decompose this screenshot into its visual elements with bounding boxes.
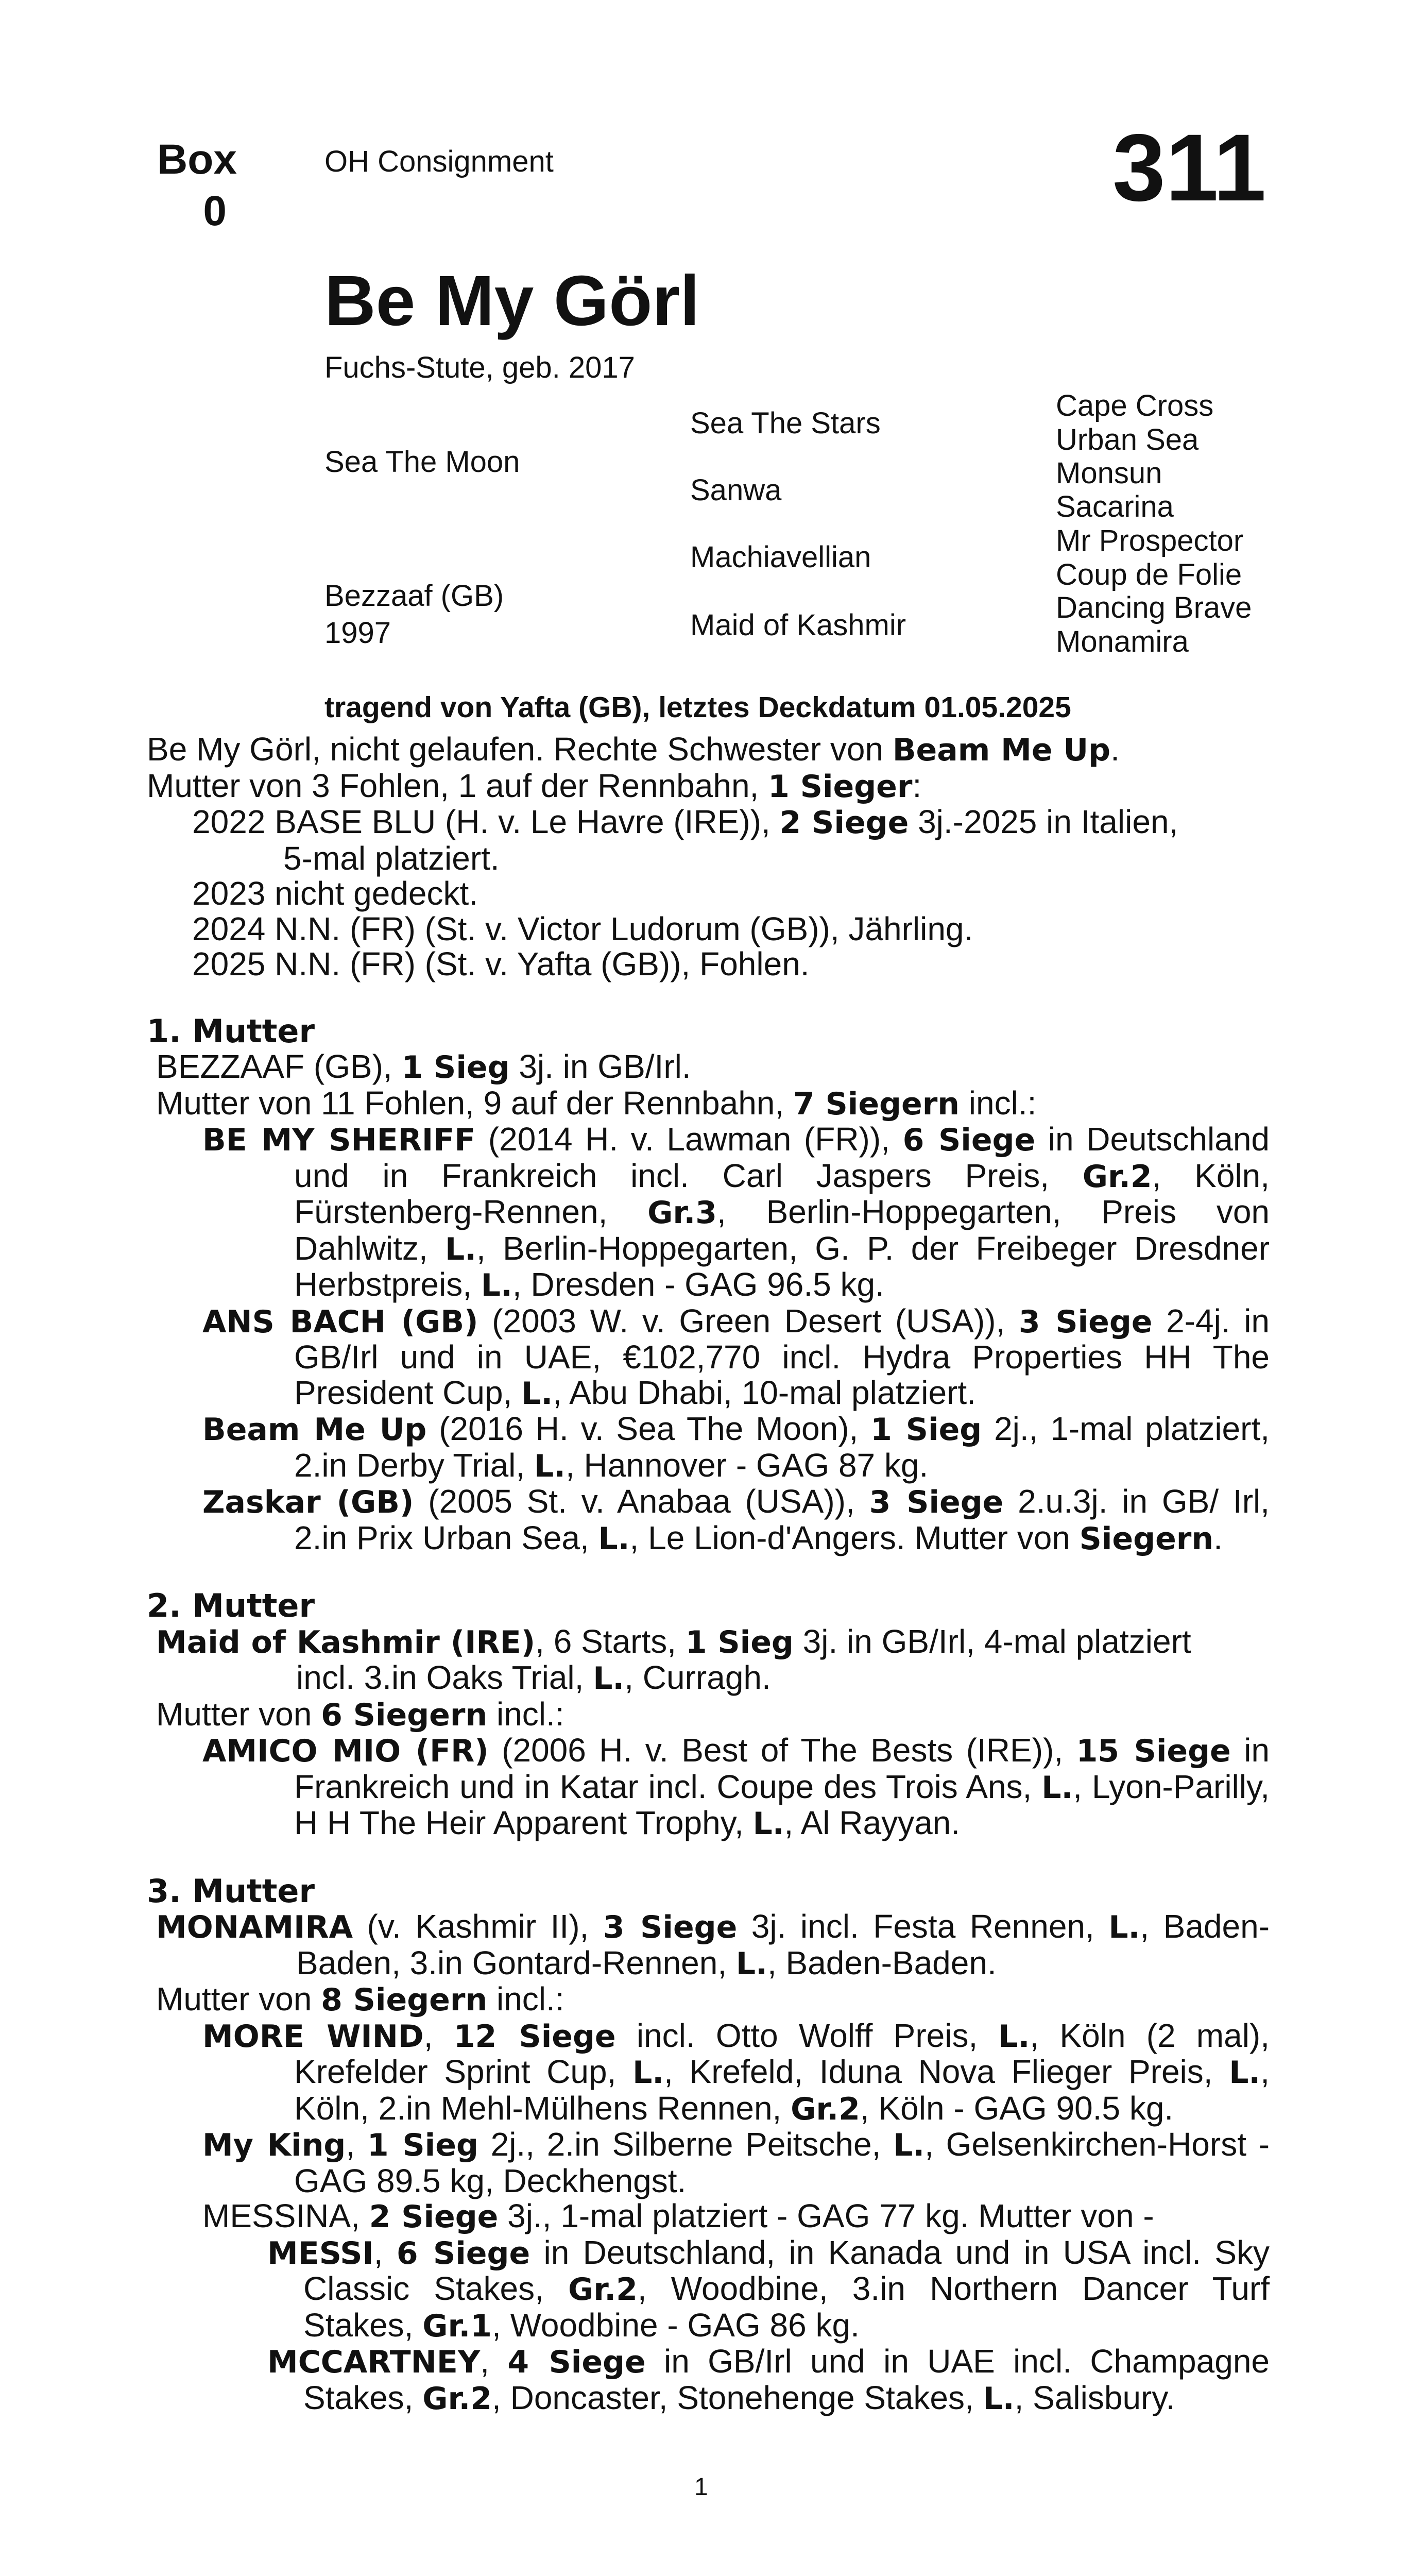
pedigree-g3-2: Urban Sea [1056, 423, 1199, 456]
pedigree-g3-1: Cape Cross [1056, 389, 1214, 422]
pedigree-g3-3: Monsun [1056, 456, 1162, 490]
horse-description: Fuchs-Stute, geb. 2017 [324, 351, 635, 384]
pedigree-g3-6: Coup de Folie [1056, 558, 1242, 591]
pedigree-g3-7: Dancing Brave [1056, 591, 1252, 624]
dam1-runner-ans-bach: ANS BACH (GB) (2003 W. v. Green Desert (USA)), 3 Siege 2-4j. in GB/Irl und in UAE, €102,770 incl. Hydra Properties HH The President Cup, L., Abu Dhabi, 10-mal platziert. [202, 1302, 1270, 1412]
produce-2022: 2022 BASE BLU (H. v. Le Havre (IRE)), 2 Siege 3j.-2025 in Italien, [192, 803, 1178, 841]
produce-2022-cont: 5-mal platziert. [283, 839, 500, 877]
dam3-heading: 3. Mutter [147, 1872, 315, 1910]
pedigree-g3-8: Monamira [1056, 625, 1189, 658]
dam2-heading: 2. Mutter [147, 1587, 315, 1624]
pedigree-dam-dam: Maid of Kashmir [690, 608, 906, 642]
dam2-line-1: Maid of Kashmir (IRE), 6 Starts, 1 Sieg 3j. in GB/Irl, 4-mal platziert [156, 1622, 1191, 1660]
horse-name: Be My Görl [324, 261, 700, 341]
pedigree-g3-4: Sacarina [1056, 490, 1174, 523]
dam3-runner-my-king: My King, 1 Sieg 2j., 2.in Silberne Peitsche, L., Gelsenkirchen-Horst - GAG 89.5 kg, Deckhengst. [202, 2126, 1270, 2199]
dam3-line-2: Mutter von 8 Siegern incl.: [156, 1980, 564, 2018]
dam1-runner-be-my-sheriff: BE MY SHERIFF (2014 H. v. Lawman (FR)), 6 Siege in Deutschland und in Frankreich incl. Carl Jaspers Preis, Gr.2, Köln, Fürstenberg-Rennen, Gr.3, Berlin-Hoppegarten, Preis von Dahlwitz, L., Berlin-Hoppegarten, G. P. der Freibeger Dresdner Herbstpreis, L., Dresden - GAG 96.5 kg. [202, 1121, 1270, 1303]
dam2-line-2: Mutter von 6 Siegern incl.: [156, 1695, 564, 1733]
dam4-runner-mccartney: MCCARTNEY, 4 Siege in GB/Irl und in UAE incl. Champagne Stakes, Gr.2, Doncaster, Stonehenge Stakes, L., Salisbury. [267, 2343, 1270, 2417]
dam3-runner-messina: MESSINA, 2 Siege 3j., 1-mal platziert - GAG 77 kg. Mutter von - [202, 2197, 1154, 2235]
dam1-runner-zaskar: Zaskar (GB) (2005 St. v. Anabaa (USA)), 3 Siege 2.u.3j. in GB/ Irl, 2.in Prix Urban Sea, L., Le Lion-d'Angers. Mutter von Siegern. [202, 1483, 1270, 1557]
consignor: OH Consignment [324, 145, 554, 178]
pedigree-dam-sire: Machiavellian [690, 540, 871, 574]
catalogue-body [147, 732, 1270, 2416]
intro-line-2: Mutter von 3 Fohlen, 1 auf der Rennbahn, 1 Sieger: [147, 767, 922, 805]
dam2-runner-amico-mio: AMICO MIO (FR) (2006 H. v. Best of The Bests (IRE)), 15 Siege in Frankreich und in Katar incl. Coupe des Trois Ans, L., Lyon-Parilly, H H The Heir Apparent Trophy, L., Al Rayyan. [202, 1732, 1270, 1842]
box-label-text: Box [157, 136, 237, 183]
dam4-runner-messi: MESSI, 6 Siege in Deutschland, in Kanada und in USA incl. Sky Classic Stakes, Gr.2, Woodbine, 3.in Northern Dancer Turf Stakes, Gr.1, Woodbine - GAG 86 kg. [267, 2233, 1270, 2344]
box-number: 0 [203, 188, 227, 234]
produce-2023: 2023 nicht gedeckt. [192, 875, 478, 912]
dam3-runner-more-wind: MORE WIND, 12 Siege incl. Otto Wolff Preis, L., Köln (2 mal), Krefelder Sprint Cup, L., Krefeld, Iduna Nova Flieger Preis, L., Köln, 2.in Mehl-Mülhens Rennen, Gr.2, Köln - GAG 90.5 kg. [202, 2016, 1270, 2127]
pedigree-sire: Sea The Moon [324, 445, 520, 479]
intro-line-1: Be My Görl, nicht gelaufen. Rechte Schwester von Beam Me Up. [147, 731, 1120, 768]
dam1-line-2: Mutter von 11 Fohlen, 9 auf der Rennbahn, 7 Siegern incl.: [156, 1084, 1037, 1122]
pedigree-dam-year: 1997 [324, 616, 391, 650]
dam3-line-1: MONAMIRA (v. Kashmir II), 3 Siege 3j. incl. Festa Rennen, L., Baden-Baden, 3.in Gontard-Rennen, L., Baden-Baden. [156, 1908, 1270, 1982]
pedigree-sire-dam: Sanwa [690, 473, 782, 507]
covered-note: tragend von Yafta (GB), letztes Deckdatum 01.05.2025 [324, 691, 1071, 724]
dam1-runner-beam-me-up: Beam Me Up (2016 H. v. Sea The Moon), 1 Sieg 2j., 1-mal platziert, 2.in Derby Trial, L., Hannover - GAG 87 kg. [202, 1410, 1270, 1484]
pedigree-dam: Bezzaaf (GB) [324, 579, 504, 613]
box-label [144, 134, 237, 237]
dam1-line-1: BEZZAAF (GB), 1 Sieg 3j. in GB/Irl. [156, 1048, 691, 1086]
dam1-heading: 1. Mutter [147, 1012, 315, 1050]
page-number: 1 [694, 2473, 708, 2501]
lot-number: 311 [1112, 115, 1266, 221]
produce-2024: 2024 N.N. (FR) (St. v. Victor Ludorum (GB)), Jährling. [192, 910, 973, 947]
pedigree-g3-5: Mr Prospector [1056, 524, 1244, 557]
pedigree-sire-sire: Sea The Stars [690, 406, 881, 440]
produce-2025: 2025 N.N. (FR) (St. v. Yafta (GB)), Fohlen. [192, 945, 810, 982]
dam2-line-1-cont: incl. 3.in Oaks Trial, L., Curragh. [296, 1659, 771, 1697]
